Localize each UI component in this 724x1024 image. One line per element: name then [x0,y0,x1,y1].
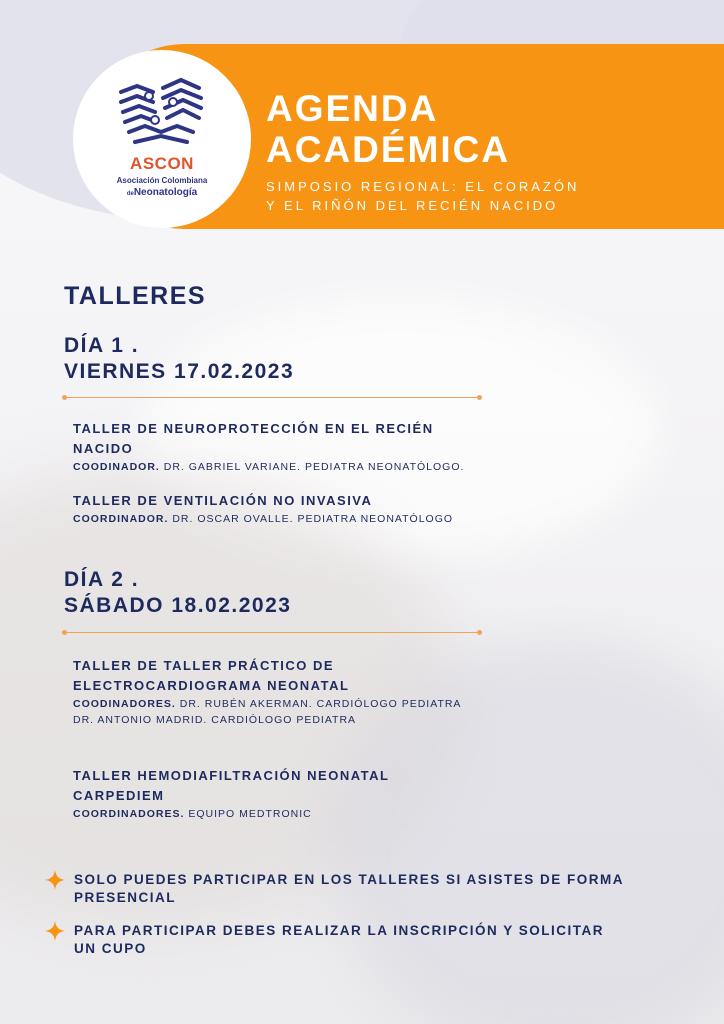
sparkle-star-icon [44,920,66,942]
day-date: VIERNES 17.02.2023 [64,360,295,383]
workshop-title [73,656,533,696]
coordinator-name: EQUIPO MEDTRONIC [184,808,312,820]
workshop-coordinator [73,806,533,822]
workshop-title [73,419,533,459]
title-line: AGENDA [266,88,439,129]
workshop-title [73,766,533,806]
day-heading [64,333,294,385]
coordinator-label: COORDINADOR. [73,513,169,525]
divider [64,397,480,398]
subtitle-line: Y EL RIÑÓN DEL RECIÉN NACIDO [266,198,559,213]
workshop-item [73,491,533,527]
logo-subtitle: Asociación Colombiana [116,176,208,185]
workshop-title-line: TALLER HEMODIAFILTRACIÓN NEONATAL [73,768,390,783]
workshop-title-line: TALLER DE NEUROPROTECCIÓN EN EL RECIÉN [73,421,434,436]
section-title: TALLERES [64,282,207,310]
logo-subtitle-prefix: de [126,191,134,197]
day-date: SÁBADO 18.02.2023 [64,594,292,617]
notice-line: PARA PARTICIPAR DEBES REALIZAR LA INSCRIPCIÓN Y SOLICITAR [74,923,605,938]
subtitle-line: SIMPOSIO REGIONAL: EL CORAZÓN [266,179,580,194]
day-heading [64,567,291,619]
sparkle-star-icon [44,869,66,891]
workshop-coordinator [73,459,533,475]
divider [64,632,480,633]
workshop-title-line: ELECTROCARDIOGRAMA NEONATAL [73,678,350,693]
coordinator-name: DR. OSCAR OVALLE. PEDIATRA NEONATÓLOGO [168,513,454,525]
workshop-coordinator-2: DR. ANTONIO MADRID. CARDIÓLOGO PEDIATRA [73,714,357,726]
coordinator-label: COORDINADORES. [73,808,185,820]
workshop-title-line: NACIDO [73,441,134,456]
coordinator-label: COODINADOR. [73,461,160,473]
workshop-title-line: CARPEDIEM [73,788,165,803]
notice-item [44,871,684,907]
workshop-item [73,419,533,475]
notice-line: SOLO PUEDES PARTICIPAR EN LOS TALLERES SI ASISTES DE FORMA [74,872,625,887]
logo-subtitle-word: Neonatología [133,187,198,198]
notice-text [74,922,604,958]
title-line: ACADÉMICA [266,129,511,170]
day-label: DÍA 1 . [64,334,140,357]
workshop-coordinator [73,696,533,712]
notice-line: PRESENCIAL [74,890,177,905]
coordinator-name: DR. RUBÉN AKERMAN. CARDIÓLOGO PEDIATRA [175,698,462,710]
workshop-item [73,766,533,822]
logo-name: ASCON [130,154,194,173]
workshop-coordinator [73,511,533,527]
workshop-title [73,491,533,511]
notice-line: UN CUPO [74,941,147,956]
day-label: DÍA 2 . [64,568,140,591]
coordinator-label: COODINADORES. [73,698,176,710]
coordinator-name: DR. GABRIEL VARIANE. PEDIATRA NEONATÓLOGO. [159,461,465,473]
workshop-title-line: TALLER DE VENTILACIÓN NO INVASIVA [73,493,373,508]
notice-item [44,922,684,958]
workshop-item [73,656,533,728]
workshop-title-line: TALLER DE TALLER PRÁCTICO DE [73,658,335,673]
notice-text [74,871,624,907]
